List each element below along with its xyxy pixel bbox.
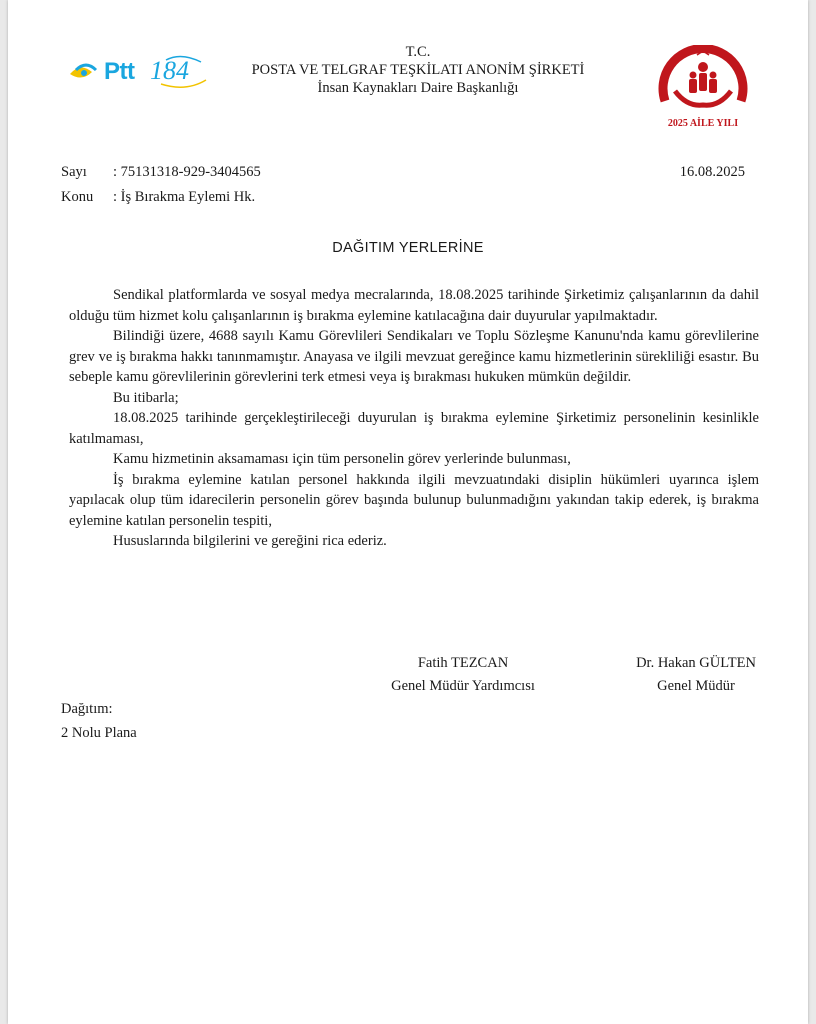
konu-label: Konu (61, 189, 94, 205)
aile-yili-caption: 2025 AİLE YILI (667, 118, 739, 129)
sayi-value: : 75131318-929-3404565 (113, 164, 261, 180)
family-emblem-icon (653, 45, 753, 125)
paragraph: Kamu hizmetinin aksamaması için tüm personelin görev yerlerinde bulunması, (113, 451, 571, 467)
paragraph: Bu itibarla; (113, 389, 179, 406)
signature-general-manager (586, 652, 806, 698)
sayi-row (61, 164, 261, 181)
signature-deputy (348, 652, 578, 698)
document-body (69, 285, 759, 552)
header-tc: T.C. (405, 44, 431, 60)
paragraph: Sendikal platformlarda ve sosyal medya mecralarında, 18.08.2025 tarihinde Şirketimiz çalışanlarının da dahil olduğu tüm hizmet kolu çalışanlarının iş bırakma eylemine katılacağına dair duyurular yapılmaktadır. (69, 287, 759, 324)
document-page (8, 0, 808, 1024)
sayi-label: Sayı (61, 164, 87, 180)
signature-title: Genel Müdür (657, 678, 735, 694)
header-department: İnsan Kaynakları Daire Başkanlığı (317, 80, 519, 96)
paragraph: İş bırakma eylemine katılan personel hakkında ilgili mevzuatındaki disiplin hükümleri uyarınca işlem yapılacak olup tüm idarecilerin personelin görev başında bulunup bulunmadığını yakından takip ederek, iş bırakma eylemine katılan personelin tespiti, (69, 471, 759, 529)
document-title: DAĞITIM YERLERİNE (332, 240, 484, 256)
distribution-block (61, 697, 137, 745)
signature-title: Genel Müdür Yardımcısı (391, 678, 535, 694)
konu-row (61, 189, 255, 206)
distribution-label: Dağıtım: (61, 701, 113, 717)
distribution-value: 2 Nolu Plana (61, 725, 137, 741)
document-date: 16.08.2025 (679, 164, 745, 180)
paragraph: 18.08.2025 tarihinde gerçekleştirileceği duyurulan iş bırakma eylemine Şirketimiz personelinin kesinlikle katılmaması, (69, 410, 759, 447)
signature-name: Fatih TEZCAN (417, 655, 509, 671)
signature-name: Dr. Hakan GÜLTEN (636, 655, 756, 671)
ptt-logo-number: 184 (150, 56, 189, 85)
konu-value: : İş Bırakma Eylemi Hk. (113, 189, 256, 205)
ptt-logo-text: Ptt (104, 58, 135, 85)
paragraph: Hususlarında bilgilerini ve gereğini rica ederiz. (113, 533, 387, 549)
header-company: POSTA VE TELGRAF TEŞKİLATI ANONİM ŞİRKETİ (251, 62, 585, 78)
paragraph: Bilindiği üzere, 4688 sayılı Kamu Görevlileri Sendikaları ve Toplu Sözleşme Kanunu'nda kamu görevlilerine grev ve iş bırakma hakkı tanınmamıştır. Anayasa ve ilgili mevzuat gereğince kamu hizmetlerinin sürekliliği esastır. Bu sebeple kamu görevlilerinin görevlerini terk etmesi veya iş bırakması hukuken mümkün değildir. (69, 328, 759, 385)
